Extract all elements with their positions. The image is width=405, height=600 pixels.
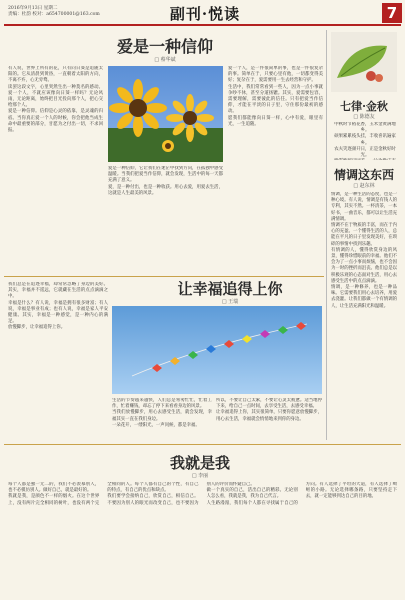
poem-byline: □ 陈德友 <box>353 114 375 120</box>
header-rule <box>4 24 401 26</box>
essay-text: 情调，是一种生活的态度，也是一种心境。有人说，情调是有钱人的专利，其实不然。一杯清茶，一本好书，一曲音乐，都可以让生活充满情调。 情调不在于物质的丰富，而在于内心的充盈。一个懂得生活的人，总能在平凡的日子里发现美好，在琐碎的事情中找到乐趣。 有情调的人，懂得欣赏身边的风景，懂得珍惜眼前的幸福。他们不会为了一点小事而烦恼，也不会因为一时的挫折而沮丧。他们总是以积极乐观的心态面对生活，用心去感受生活中的点点滴滴。 情调，是一种修养，也是一种品味。它需要我们用心去培养，用爱去浇灌。让我们都做一个有情调的人，让生活充满阳光和温暖。 <box>331 192 397 309</box>
article2-byline: □ 王瑞 <box>221 299 239 305</box>
section-divider-2 <box>4 444 401 445</box>
header-editor: 责编：杜韵 校对：a654700001@163.com <box>8 12 100 17</box>
kite-photo <box>112 306 322 394</box>
article3-body: 每个人都是独一无二的，我们不必羡慕别人，也不必模仿别人。做好自己，就是最好的。 我就是我，是颜色不一样的烟火。在这个世界上，没有两片完全相同的树叶，也没有两个完全相同的人。每个人都有自己的个性，有自己的特点，有自己的优点和缺点。 我们要学会接纳自己，欣赏自己，相信自己。不要因为别人的眼光而改变自己，也不要因为别人的评价而怀疑自己。 做一个真实的自己，活出自己的精彩。无论别人怎么看，我就是我，我为自己代言。 人生路漫漫，我们每个人都在寻找属于自己的方向。有人选择了平坦的大道，有人选择了崎岖的小路。无论选择哪条路，只要坚持走下去，就一定能够到达自己的目的地。 <box>8 482 397 506</box>
article1-body-bottom: 爱是一种信仰，它让我们在迷茫中找到方向，在孤独中感受温暖。当我们把爱当作信仰，就会发现，生活中的每一天都充满了意义。 爱，是一种付出，也是一种收获。用心去爱，用爱去生活，这就是人生最美的风景。 <box>108 166 223 196</box>
sunflower-photo <box>108 66 223 162</box>
essay-byline: □ 赵东林 <box>353 183 375 189</box>
section-divider-1 <box>4 276 324 277</box>
article1-title: 爱是一种信仰 <box>116 37 213 56</box>
article3-title: 我就是我 <box>169 454 230 472</box>
sunflower-icon <box>108 66 223 162</box>
article3-byline: □ 李丽 <box>191 473 209 479</box>
article2-body-mid: 生活的节奏越来越快，人们总是匆匆忙忙，忙着工作，忙着赚钱，却忘了停下来看看身边的风景。 当我们放慢脚步，用心去感受生活，就会发现，幸福其实一直在我们身边。 一朵花开，一缕阳光，一声问候，都是幸福。 <box>112 398 212 428</box>
kite-icon <box>112 306 322 394</box>
essay-title: 情调这东西 <box>333 168 394 182</box>
page-number: 7 <box>382 3 402 23</box>
poem-title: 七律·金秋 <box>340 100 388 113</box>
article1-byline: □ 蔡华斌 <box>154 57 176 63</box>
header-info <box>8 6 100 18</box>
article2-body-right: 所以，不要让自己太累，不要让心灵太疲惫。适当地停下来，给自己一点时间，去享受生活，去感受幸福。 让幸福追得上你，其实很简单，只要你愿意放慢脚步，用心去生活，幸福就会悄悄地来到你的身边。 <box>216 398 322 422</box>
lotus-photo <box>331 32 397 92</box>
section-title: 副刊·悦读 <box>169 5 241 23</box>
header-date: 2016年9月13日 星期二 <box>8 6 58 11</box>
article1-body-left: 有人说，世界上所有的花，只有向日葵是追随太阳的。它从清晨到黄昏，一直朝着太阳的方向，不离不弃，心无旁骛。 读罢这段文字，心里突然生出一种莫名的感动。爱一个人，不就应该像向日葵一样吗？无论风雨，无论距离，始终把目光投向那个人，把心交给那个人。 爱是一种信仰。信仰是心灵的依靠，是灵魂的归宿。当你真正爱一个人的时候，你会把他当成生命中最重要的部分，甘愿为之付出一切，不求回报。 <box>8 66 103 134</box>
lotus-leaf-icon <box>331 32 397 92</box>
article2-body-left: 我们总是在追逐幸福，却常常忽略了身边的美好。其实，幸福并不遥远，它就藏在生活的点点滴滴之中。 幸福是什么？有人说，幸福是拥有很多财富；有人说，幸福是事业有成；也有人说，幸福是家人平安健康。其实，幸福是一种感觉，是一种内心的满足。 放慢脚步，让幸福追得上你。 <box>8 282 108 331</box>
article1-body-right: 爱一个人，是一件很简单的事，也是一件很复杂的事。简单在于，只要心里有他，一切都变得美好；复杂在于，爱需要用一生去经营和守护。 生活中，我们常常看到一些人，因为一点小事就争吵不休，甚至分道扬镳。其实，爱需要包容，需要理解，需要彼此的信任。只有把爱当作信仰，才能在平淡的日子里，守住那份最初的感动。 愿我们都能像向日葵一样，心中有爱，眼里有光，一生追随。 <box>228 66 323 127</box>
poem-text: 中秋时节稻花香，玉米金黄满地乡。 硕果累累枝头挂，丰收喜讯遍家乡。 农夫笑逐颜开日，正是金秋好时光。 <box>334 122 396 159</box>
article2-title: 让幸福追得上你 <box>177 280 283 298</box>
column-divider <box>326 30 327 440</box>
